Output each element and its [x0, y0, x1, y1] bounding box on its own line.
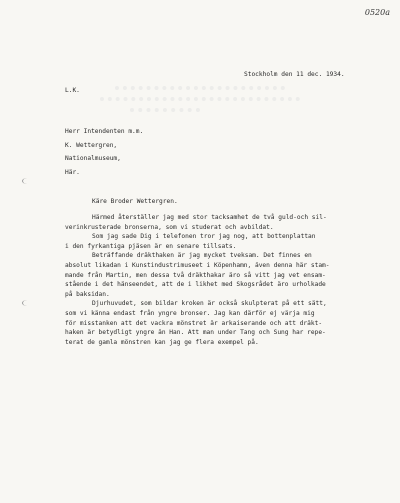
text-line: absolut likadan i Kunstindustrimuseet i Köpenhamn, även denna här stam- [65, 261, 330, 269]
text-line: som vi känna endast från yngre bronser. Jag kan därför ej värja mig [65, 309, 315, 317]
text-line: Härmed återställer jag med stor tacksamhet de två guld-och sil- [92, 214, 327, 221]
address-line: Nationalmuseum, [65, 155, 121, 162]
reference-initials: L.K. [65, 87, 80, 94]
punch-hole-mark [22, 178, 32, 184]
text-line: Beträffande dräkthaken är jag mycket tveksam. Det finnes en [92, 252, 312, 260]
recipient-address [65, 127, 143, 181]
text-line: i den fyrkantiga pjäsen är en senare tillsats. [65, 242, 237, 250]
paragraph [65, 251, 387, 299]
text-line: verinkrusterade bronserna, som vi studerat och avbildat. [65, 223, 274, 231]
address-line: Herr Intendenten m.m. [65, 128, 144, 135]
text-line: för misstanken att det vackra mönstret är arkaiserande och att dräkt- [65, 319, 323, 327]
punch-hole-mark [22, 300, 32, 306]
salutation: Käre Broder Wettergren. [92, 198, 178, 205]
text-line: terat de gamla mönstren kan jag ge flera exempel på. [65, 338, 259, 346]
show-through-text [115, 86, 285, 90]
paragraph [65, 232, 387, 251]
paragraph [65, 299, 387, 347]
text-line: på baksidan. [65, 290, 110, 298]
archive-number: 0520a [364, 8, 390, 17]
text-line: stående i det hänseendet, att de i likhet med Skogsrådet äro urholkade [65, 281, 326, 289]
show-through-text [100, 97, 300, 101]
paragraph [65, 213, 387, 232]
text-line: haken är betydligt yngre än Han. Att man under Tang och Sung har repe- [65, 329, 326, 337]
show-through-text [130, 108, 200, 112]
address-line: Här. [65, 168, 80, 176]
text-line: Som jag sade Dig i telefonen tror jag nog, att bottenplattan [92, 233, 316, 241]
text-line: mande från Martin, men dessa två dräkthakar äro så vitt jag vet ensam- [65, 271, 326, 279]
text-line: Djurhuvudet, som bildar kroken är också skulpterat på ett sätt, [92, 300, 327, 308]
date-line: Stockholm den 11 dec. 1934. [244, 71, 345, 78]
letter-body [65, 213, 387, 347]
address-line: K. Wettergren, [65, 141, 118, 149]
